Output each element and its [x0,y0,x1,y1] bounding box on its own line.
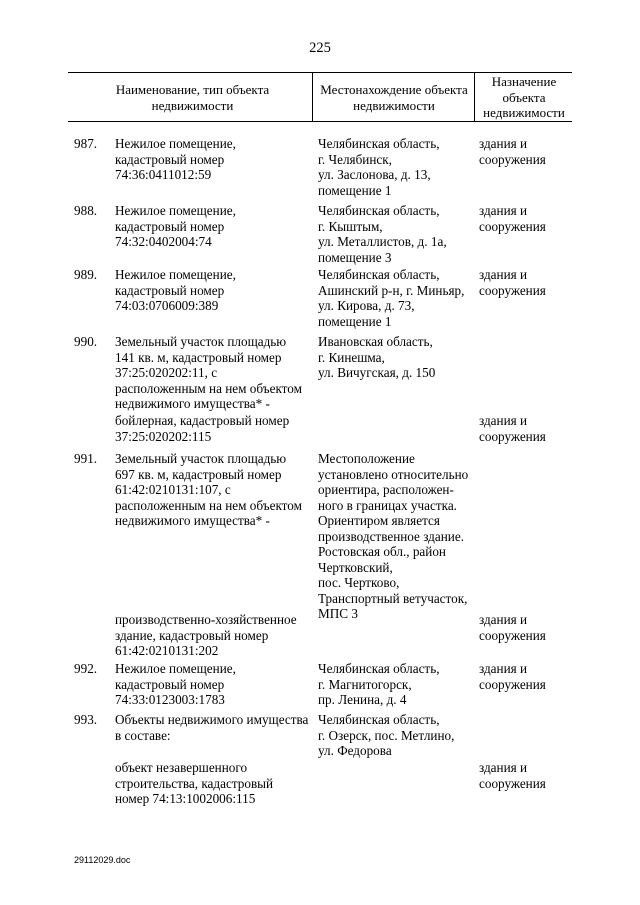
location-cell-line: производственное здание. [318,528,465,544]
location-cell-line: Челябинская область, [318,712,440,727]
document-filename: 29112029.doc [74,855,131,865]
location-cell-line: ул. Кирова, д. 73, [318,298,415,313]
purpose-cell-line: здания и [479,136,528,151]
header-purpose: Назначение объекта недвижимости [483,74,565,120]
object-name-cell-line: недвижимого имущества* - [115,513,270,528]
location-cell-line: установлено относительно [318,466,469,482]
location-cell [318,203,476,265]
object-name-cell [115,451,310,529]
table-header-bottom-rule [68,121,572,122]
row-number: 989. [74,267,98,282]
object-name-cell [115,661,310,708]
location-cell-line: г. Магнитогорск, [318,676,412,692]
location-cell-line: МПС 3 [318,606,358,621]
object-name-cell-line: 74:33:0123003:1783 [115,692,225,707]
location-cell-line: Чертковский, [318,559,393,575]
object-name-cell-line: Нежилое помещение, [115,661,236,676]
object-name-cell-line: Нежилое помещение, [115,203,236,218]
location-cell-line: г. Кыштым, [318,218,383,234]
location-cell [318,267,476,329]
location-cell-line: г. Кинешма, [318,349,385,365]
object-name-cell-line: производственно-хозяйственное [115,612,297,627]
location-cell-line: помещение 1 [318,313,392,329]
object-name-cell-line: кадастровый номер [115,151,225,167]
purpose-cell-line: сооружения [479,282,546,298]
purpose-cell-line: сооружения [479,775,546,791]
object-name-cell-line: 37:25:020202:115 [115,428,212,444]
purpose-cell-line: здания и [479,661,528,676]
location-cell-line: ного в границах участка. [318,497,457,513]
location-cell-line: Ивановская область, [318,334,433,349]
object-name-cell-line: Объекты недвижимого имущества [115,712,309,727]
location-cell-line: Ориентиром является [318,513,440,528]
object-name-cell-line: кадастровый номер [115,282,225,298]
purpose-cell-line: здания и [479,203,528,218]
location-cell-line: пос. Чертково, [318,575,400,590]
purpose-cell-line: здания и [479,413,528,428]
purpose-cell [479,203,569,234]
purpose-cell [479,661,569,692]
location-cell-line: ул. Федорова [318,743,392,758]
object-name-cell-line: кадастровый номер [115,218,225,234]
location-cell [318,661,476,708]
row-number: 990. [74,334,98,349]
purpose-cell-line: сооружения [479,151,546,167]
object-name-cell [115,334,310,412]
object-name-cell-line: бойлерная, кадастровый номер [115,413,290,428]
location-cell-line: пр. Ленина, д. 4 [318,692,407,707]
object-name-cell [115,203,310,250]
purpose-cell-line: здания и [479,612,528,627]
purpose-cell-line: здания и [479,760,528,775]
object-name-cell-line: Нежилое помещение, [115,267,236,282]
location-cell-line: Местоположение [318,451,415,466]
object-name-cell-line: 74:03:0706009:389 [115,298,219,313]
location-cell-line: помещение 1 [318,182,392,198]
object-name-cell-line: расположенным на нем объектом [115,497,302,513]
location-cell-line: г. Озерск, пос. Метлино, [318,727,455,743]
object-name-cell-line: номер 74:13:1002006:115 [115,791,256,806]
object-name-cell [115,760,310,807]
purpose-cell [479,136,569,167]
location-cell [318,334,476,381]
location-cell-line: ул. Металлистов, д. 1а, [318,234,447,249]
row-number: 993. [74,712,98,727]
row-number: 992. [74,661,98,676]
header-name-type: Наименование, тип объекта недвижимости [115,82,270,113]
object-name-cell-line: 74:36:0411012:59 [115,167,212,182]
row-number: 987. [74,136,98,151]
object-name-cell-line: Земельный участок площадью [115,451,287,466]
header-location: Местонахождение объекта недвижимости [320,82,468,113]
object-name-cell-line: 61:42:0210131:202 [115,643,219,658]
object-name-cell-line: 697 кв. м, кадастровый номер [115,466,282,482]
page-number: 225 [309,40,331,56]
object-name-cell [115,712,310,743]
purpose-cell-line: сооружения [479,428,546,444]
object-name-cell-line: 74:32:0402004:74 [115,234,212,249]
location-cell-line: ул. Заслонова, д. 13, [318,167,431,182]
location-cell-line: ориентира, расположен- [318,482,454,497]
header-divider-1 [312,72,313,121]
object-name-cell-line: Нежилое помещение, [115,136,236,151]
location-cell-line: помещение 3 [318,249,392,265]
location-cell-line: Транспортный ветучасток, [318,590,468,606]
object-name-cell-line: 61:42:0210131:107, с [115,482,231,497]
location-cell-line: ул. Вичугская, д. 150 [318,365,436,380]
object-name-cell [115,136,310,183]
purpose-cell [479,612,569,643]
location-cell [318,451,476,622]
location-cell-line: Ашинский р-н, г. Миньяр, [318,282,465,298]
row-number: 988. [74,203,98,218]
location-cell [318,136,476,198]
object-name-cell-line: 141 кв. м, кадастровый номер [115,349,282,365]
location-cell-line: Челябинская область, [318,661,440,676]
object-name-cell-line: расположенным на нем объектом [115,380,302,396]
object-name-cell-line: строительства, кадастровый [115,775,274,791]
object-name-cell-line: здание, кадастровый номер [115,627,269,643]
location-cell-line: Ростовская обл., район [318,544,446,559]
location-cell-line: Челябинская область, [318,267,440,282]
purpose-cell-line: здания и [479,267,528,282]
purpose-cell [479,760,569,791]
purpose-cell-line: сооружения [479,676,546,692]
table-top-rule [68,72,572,73]
purpose-cell-line: сооружения [479,218,546,234]
object-name-cell-line: кадастровый номер [115,676,225,692]
object-name-cell [115,267,310,314]
object-name-cell-line: недвижимого имущества* - [115,396,270,411]
purpose-cell [479,267,569,298]
purpose-cell [479,413,569,444]
row-number: 991. [74,451,98,466]
object-name-cell-line: Земельный участок площадью [115,334,287,349]
location-cell-line: Челябинская область, [318,203,440,218]
object-name-cell-line: 37:25:020202:11, с [115,365,218,380]
location-cell [318,712,476,759]
location-cell-line: г. Челябинск, [318,151,392,167]
object-name-cell [115,413,310,444]
object-name-cell-line: в составе: [115,727,171,743]
object-name-cell-line: объект незавершенного [115,760,248,775]
object-name-cell [115,612,310,659]
purpose-cell-line: сооружения [479,627,546,643]
header-divider-2 [474,72,475,121]
location-cell-line: Челябинская область, [318,136,440,151]
